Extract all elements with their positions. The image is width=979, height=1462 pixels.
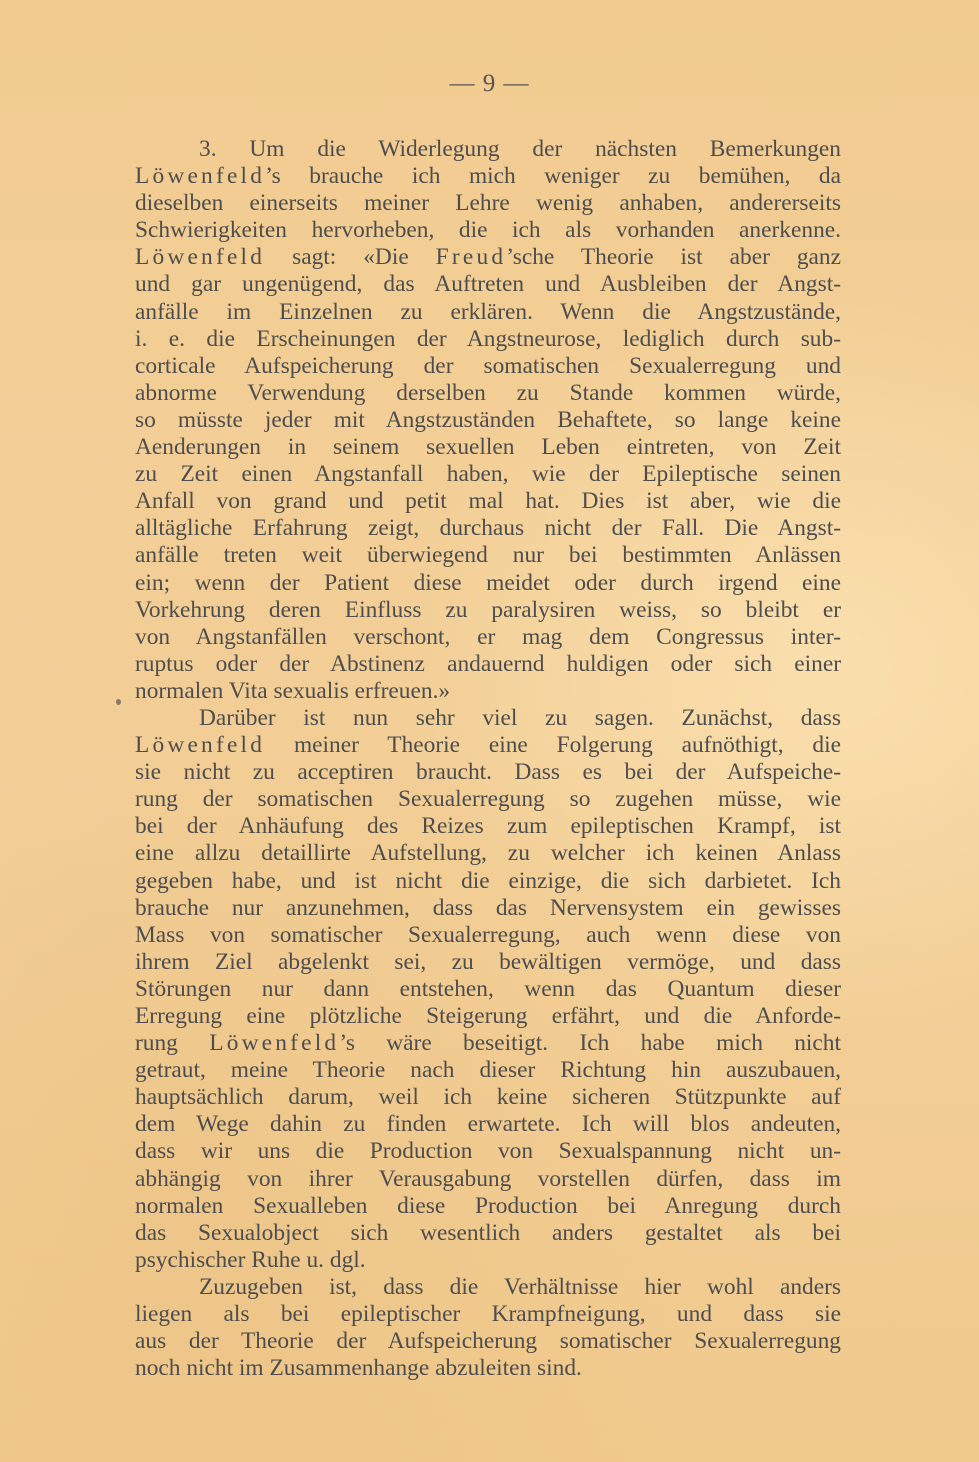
text-segment: normalen Sexualleben diese Production bei Anregung durch [135,1192,841,1219]
text-line [135,461,841,488]
text-line [135,1057,841,1084]
text-segment: normalen Vita sexualis erfreuen.» [135,677,451,704]
text-segment: Erregung eine plötzliche Steigerung erfährt, und die Anforde- [135,1003,841,1029]
text-line [135,922,841,949]
text-line [135,163,841,190]
text-segment: sagt: «Die [265,244,436,271]
text-line [135,190,841,217]
text-line [135,1328,841,1355]
text-line [135,678,841,705]
text-line [135,1030,841,1057]
text-segment: liegen als bei epileptischer Krampfneigung, und dass sie [135,1301,841,1328]
text-segment: Störungen nur dann entstehen, wenn das Quantum dieser [135,975,841,1002]
text-line [135,515,841,542]
text-line [135,1247,841,1274]
text-segment: gegeben habe, und ist nicht die einzige, die sich darbietet. Ich [135,867,841,894]
text-segment: von Angstanfällen verschont, er mag dem Congressus inter- [135,623,841,650]
spaced-name: Löwenfeld [135,244,266,271]
text-line [135,488,841,515]
text-segment: anfälle im Einzelnen zu erklären. Wenn die Angstzustände, [135,298,841,325]
text-line [135,813,841,840]
text-line [135,353,841,380]
text-segment: sie nicht zu acceptiren braucht. Dass es bei der Aufspeiche- [135,759,841,786]
text-segment: bei der Anhäufung des Reizes zum epileptischen Krampf, ist [135,813,841,840]
text-segment: dem Wege dahin zu finden erwartete. Ich will blos andeuten, [135,1111,841,1138]
text-line [135,1003,841,1030]
text-line [135,1220,841,1247]
text-segment: ’s wäre beseitigt. Ich habe mich nicht [339,1030,841,1057]
text-segment: dass wir uns die Production von Sexualspannung nicht un- [135,1138,841,1165]
spaced-name: Freud [435,244,507,271]
text-segment: Aenderungen in seinem sexuellen Leben eintreten, von Zeit [135,434,841,461]
text-segment: ’s brauche ich mich weniger zu bemühen, da [265,163,841,190]
text-segment: corticale Aufspeicherung der somatischen Sexualerregung und [135,352,841,379]
text-segment: aus der Theorie der Aufspeicherung somatischer Sexualerregung [135,1328,841,1355]
text-segment: rung [135,1030,210,1057]
text-line [135,624,841,651]
text-line [135,840,841,867]
text-segment: anfälle treten weit überwiegend nur bei bestimmten Anlässen [135,542,841,569]
text-line [135,1274,841,1301]
text-line [135,786,841,813]
text-segment: abhängig von ihrer Verausgabung vorstellen dürfen, dass im [135,1165,841,1192]
text-line [135,1084,841,1111]
text-line [135,895,841,922]
text-segment: Darüber ist nun sehr viel zu sagen. Zunächst, dass [199,704,841,731]
text-line [135,136,841,163]
text-segment: Anfall von grand und petit mal hat. Dies ist aber, wie die [135,488,841,515]
spaced-name: Löwenfeld [135,732,266,759]
text-segment: so müsste jeder mit Angstzuständen Behaftete, so lange keine [135,406,841,433]
text-line [135,868,841,895]
text-line [135,380,841,407]
text-line [135,732,841,759]
text-segment: Schwierigkeiten hervorheben, die ich als vorhanden anerkenne. [135,217,841,244]
text-line [135,542,841,569]
text-line [135,407,841,434]
text-segment: Mass von somatischer Sexualerregung, auch wenn diese von [135,921,841,948]
text-line [135,705,841,732]
text-segment: zu Zeit einen Angstanfall haben, wie der Epileptische seinen [135,461,841,488]
text-segment: brauche nur anzunehmen, dass das Nervensystem ein gewisses [135,894,841,921]
text-line [135,434,841,461]
text-segment: rung der somatischen Sexualerregung so zugehen müsse, wie [135,786,841,813]
text-line [135,976,841,1003]
text-line [135,271,841,298]
text-segment: Vorkehrung deren Einfluss zu paralysiren weiss, so bleibt er [135,596,841,623]
text-line [135,1138,841,1165]
text-line [135,1166,841,1193]
spaced-name: Löwenfeld [135,163,266,190]
text-segment: ein; wenn der Patient diese meidet oder durch irgend eine [135,569,841,596]
text-segment: noch nicht im Zusammenhange abzuleiten sind. [135,1355,582,1382]
text-segment: psychischer Ruhe u. dgl. [135,1246,366,1273]
text-segment: meiner Theorie eine Folgerung aufnöthigt, die [265,732,841,759]
text-segment: Zuzugeben ist, dass die Verhältnisse hier wohl anders [199,1273,841,1300]
text-segment: ihrem Ziel abgelenkt sei, zu bewältigen vermöge, und dass [135,948,841,975]
text-line [135,1111,841,1138]
text-segment: und gar ungenügend, das Auftreten und Ausbleiben der Angst- [135,271,841,298]
ink-speck [116,699,121,705]
text-segment: i. e. die Erscheinungen der Angstneurose, lediglich durch sub- [135,325,841,352]
text-segment: eine allzu detaillirte Aufstellung, zu welcher ich keinen Anlass [135,840,841,867]
text-line [135,759,841,786]
spaced-name: Löwenfeld [209,1030,340,1057]
text-line [135,1193,841,1220]
text-segment: dieselben einerseits meiner Lehre wenig anhaben, andererseits [135,190,841,217]
text-line [135,299,841,326]
text-segment: abnorme Verwendung derselben zu Stande kommen würde, [135,379,841,406]
text-line [135,651,841,678]
text-segment: alltägliche Erfahrung zeigt, durchaus nicht der Fall. Die Angst- [135,515,841,542]
text-line [135,326,841,353]
text-segment: getraut, meine Theorie nach dieser Richtung hin auszubauen, [135,1057,841,1084]
text-line [135,570,841,597]
text-segment: hauptsächlich darum, weil ich keine sicheren Stützpunkte auf [135,1084,841,1111]
text-line [135,1355,841,1382]
text-segment: ruptus oder der Abstinenz andauernd huldigen oder sich einer [135,650,841,677]
text-line [135,1301,841,1328]
text-line [135,217,841,244]
body-text [135,136,841,1382]
page-number: — 9 — [449,70,530,97]
text-line [135,949,841,976]
text-line [135,244,841,271]
text-line [135,597,841,624]
text-segment: ’sche Theorie ist aber ganz [506,244,841,271]
text-segment: 3. Um die Widerlegung der nächsten Bemerkungen [199,136,841,162]
text-segment: das Sexualobject sich wesentlich anders gestaltet als bei [135,1219,841,1246]
